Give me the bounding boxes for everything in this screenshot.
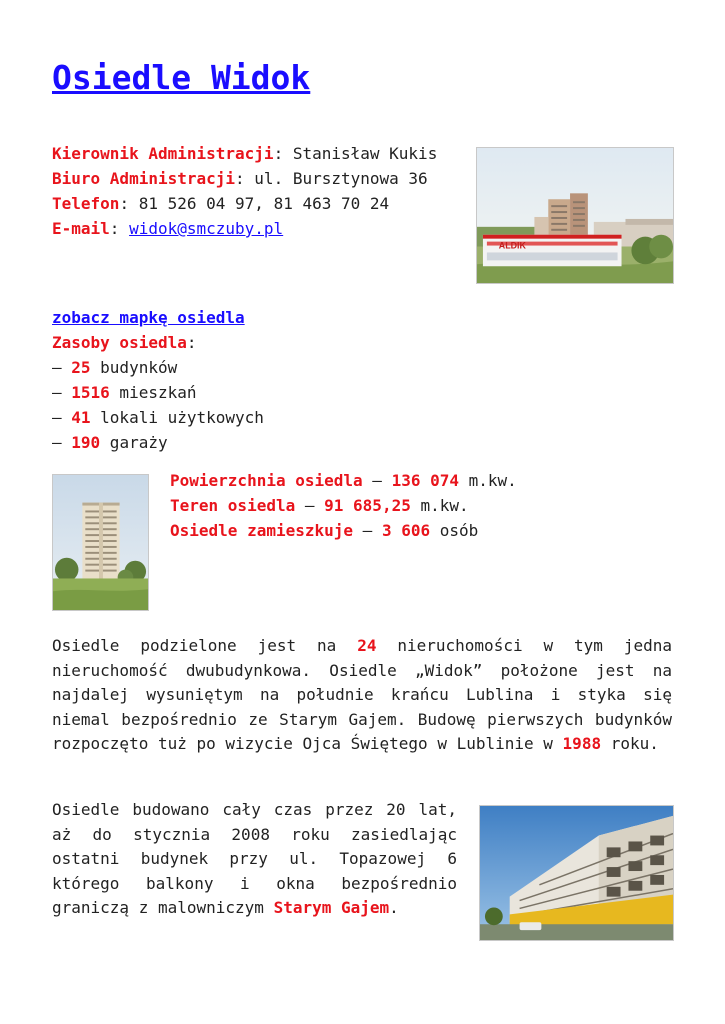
stat-separator: – bbox=[353, 521, 382, 540]
resource-item bbox=[52, 355, 264, 380]
resource-dash: – bbox=[52, 433, 72, 452]
resource-item bbox=[52, 380, 264, 405]
phone-label: Telefon bbox=[52, 194, 120, 213]
resource-dash: – bbox=[52, 408, 72, 427]
resources-heading bbox=[52, 330, 264, 355]
store-sign: ALDIK bbox=[498, 240, 526, 251]
stat-value: 136 074 bbox=[391, 471, 459, 490]
paragraph-text: Osiedle budowano cały czas przez 20 lat, aż do stycznia 2008 roku zasiedlając ostatni budynek przy ul. Topazowej 6 którego balkony i okna bezpośrednio graniczą z malowniczym bbox=[52, 800, 457, 918]
email-separator: : bbox=[109, 219, 130, 238]
email-line bbox=[52, 216, 437, 241]
resource-number: 25 bbox=[71, 358, 91, 377]
paragraph-text: roku. bbox=[601, 734, 659, 754]
stat-label: Teren osiedla bbox=[170, 496, 296, 515]
stat-value: 3 606 bbox=[381, 521, 431, 540]
stat-line bbox=[170, 518, 517, 543]
paragraph-text: Osiedle podzielone jest na bbox=[52, 636, 358, 655]
phone-line bbox=[52, 191, 437, 216]
resource-dash: – bbox=[52, 358, 72, 377]
manager-label: Kierownik Administracji bbox=[52, 144, 274, 163]
resource-text: mieszkań bbox=[109, 383, 197, 402]
paragraph-text: nieruchomości w tym jedna nieruchomość dwubudynkowa. Osiedle „Widok” położone jest na najdalej wysuniętym na południe krańcu Lublina i styka się niemal bezpośrednio ze Starym Gajem. Budowę pierwszych budynków rozpoczęto tuż po wizycie Ojca Świętego w Lublinie w bbox=[52, 636, 672, 754]
stat-line bbox=[170, 468, 517, 493]
stat-separator: – bbox=[295, 496, 325, 515]
resource-number: 41 bbox=[71, 408, 91, 427]
stat-unit: osób bbox=[430, 521, 479, 540]
resource-text: garaży bbox=[100, 433, 168, 452]
admin-info bbox=[52, 141, 437, 241]
tower-block-photo bbox=[52, 474, 149, 611]
estate-map-link[interactable]: zobacz mapkę osiedla bbox=[52, 308, 245, 327]
phone-value: : 81 526 04 97, 81 463 70 24 bbox=[119, 194, 390, 213]
stary-gaj-highlight: Starym Gajem bbox=[273, 898, 390, 918]
history-paragraph bbox=[52, 634, 672, 757]
estate-stats bbox=[170, 468, 517, 543]
office-line bbox=[52, 166, 437, 191]
resource-dash: – bbox=[52, 383, 72, 402]
stat-unit: m.kw. bbox=[459, 471, 517, 490]
resource-number: 190 bbox=[71, 433, 101, 452]
email-link[interactable]: widok@smczuby.pl bbox=[129, 219, 284, 238]
office-label: Biuro Administracji bbox=[52, 169, 236, 188]
estate-photo-aldik bbox=[476, 147, 674, 284]
stat-separator: – bbox=[362, 471, 392, 490]
resource-item bbox=[52, 405, 264, 430]
stat-unit: m.kw. bbox=[410, 496, 469, 515]
topazowa-building-photo bbox=[479, 805, 674, 941]
construction-paragraph bbox=[52, 798, 457, 921]
stat-line bbox=[170, 493, 517, 518]
office-value: : ul. Bursztynowa 36 bbox=[235, 169, 428, 188]
manager-value: : Stanisław Kukis bbox=[273, 144, 438, 163]
stat-label: Osiedle zamieszkuje bbox=[170, 521, 354, 540]
manager-line bbox=[52, 141, 437, 166]
resource-text: budynków bbox=[90, 358, 178, 377]
page-title bbox=[52, 58, 310, 98]
resource-text: lokali użytkowych bbox=[90, 408, 264, 427]
start-year: 1988 bbox=[562, 734, 602, 754]
resource-item bbox=[52, 430, 264, 455]
map-link-line bbox=[52, 305, 264, 330]
email-label: E-mail bbox=[52, 219, 110, 238]
stat-value: 91 685,25 bbox=[324, 496, 411, 515]
resources-colon: : bbox=[186, 333, 197, 352]
stat-label: Powierzchnia osiedla bbox=[170, 471, 363, 490]
resource-number: 1516 bbox=[71, 383, 110, 402]
resources-section bbox=[52, 305, 264, 455]
paragraph-text: . bbox=[389, 898, 399, 918]
resources-label: Zasoby osiedla bbox=[52, 333, 187, 352]
properties-count: 24 bbox=[357, 636, 377, 655]
page-title-link[interactable]: Osiedle Widok bbox=[52, 58, 311, 97]
